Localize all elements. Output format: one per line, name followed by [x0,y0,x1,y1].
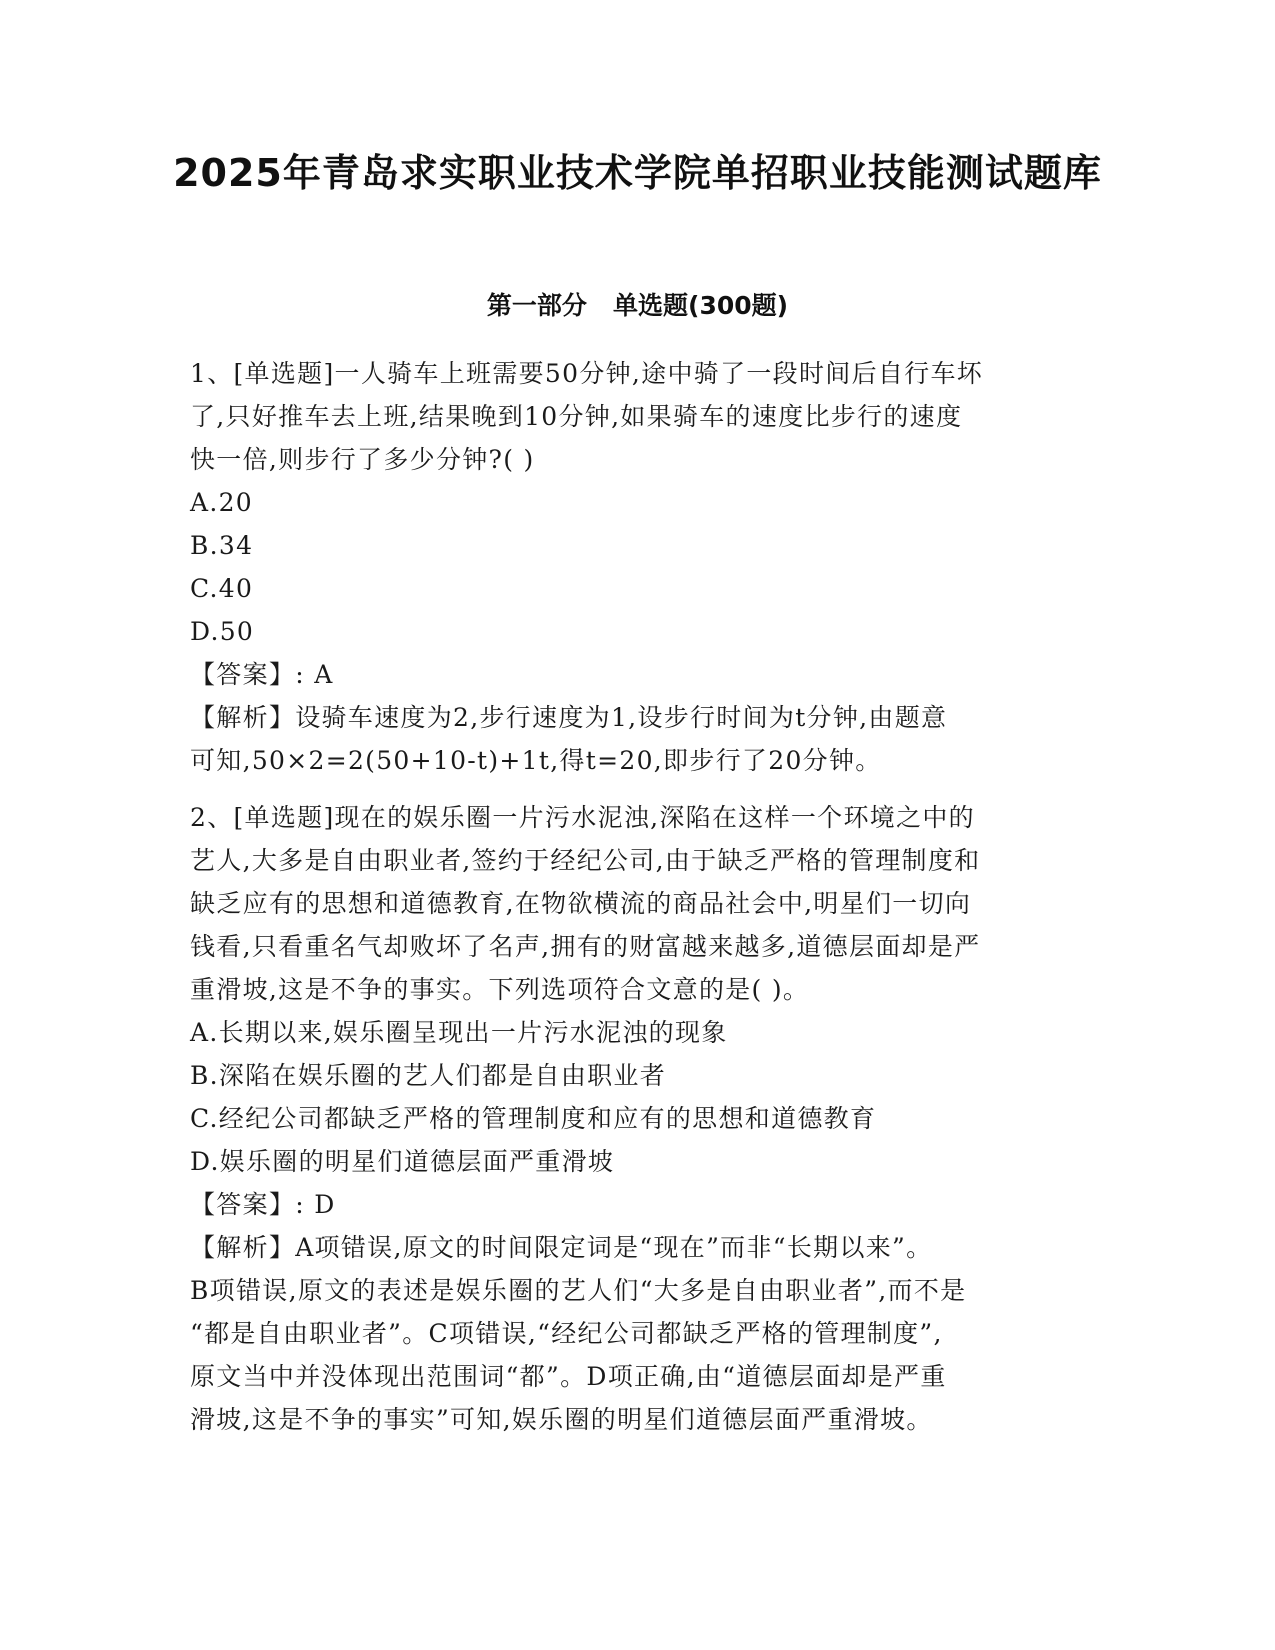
answer-value: A [314,660,334,689]
document-title: 2025年青岛求实职业技术学院单招职业技能测试题库 [173,151,1102,195]
answer-line [190,1183,1080,1226]
answer-label: 【答案】 [190,1190,296,1219]
analysis-line: 原文当中并没体现出范围词“都”。D项正确,由“道德层面却是严重 [190,1362,947,1391]
option-a: A.长期以来,娱乐圈呈现出一片污水泥浊的现象 [190,1018,728,1047]
question-stem-line: 钱看,只看重名气却败坏了名声,拥有的财富越来越多,道德层面却是严 [190,932,981,961]
option-a: A.20 [190,488,254,517]
question-list [190,352,1080,1441]
analysis-line: “都是自由职业者”。C项错误,“经纪公司都缺乏严格的管理制度”, [190,1319,943,1348]
analysis-label: 【解析】 [190,703,296,732]
option-d: D.50 [190,617,255,646]
analysis-text: 设骑车速度为2,步行速度为1,设步行时间为t分钟,由题意 [295,703,948,732]
answer-value: D [314,1190,336,1219]
answer-label: 【答案】 [190,660,296,689]
analysis-label: 【解析】 [190,1233,296,1262]
analysis-line [190,1226,1080,1269]
analysis-line: 滑坡,这是不争的事实”可知,娱乐圈的明星们道德层面严重滑坡。 [190,1405,933,1434]
question-stem-line: 缺乏应有的思想和道德教育,在物欲横流的商品社会中,明星们一切向 [190,889,972,918]
analysis-line [190,696,1080,739]
question-stem-line: 了,只好推车去上班,结果晚到10分钟,如果骑车的速度比步行的速度 [190,402,963,431]
analysis-line: B项错误,原文的表述是娱乐圈的艺人们“大多是自由职业者”,而不是 [190,1276,967,1305]
question-stem-line: 1、[单选题]一人骑车上班需要50分钟,途中骑了一段时间后自行车坏 [190,359,984,388]
option-b: B.深陷在娱乐圈的艺人们都是自由职业者 [190,1061,667,1090]
option-c: C.经纪公司都缺乏严格的管理制度和应有的思想和道德教育 [190,1104,877,1133]
answer-separator: : [295,1190,305,1219]
option-d: D.娱乐圈的明星们道德层面严重滑坡 [190,1147,615,1176]
section-title: 第一部分 单选题(300题) [486,291,789,320]
question-stem-line: 艺人,大多是自由职业者,签约于经纪公司,由于缺乏严格的管理制度和 [190,846,981,875]
answer-separator: : [295,660,305,689]
option-b: B.34 [190,531,254,560]
option-c: C.40 [190,574,254,603]
answer-line [190,653,1080,696]
question-1 [190,352,1080,782]
question-stem-line: 快一倍,则步行了多少分钟?( ) [190,445,535,474]
question-2 [190,796,1080,1441]
question-stem-line: 重滑坡,这是不争的事实。下列选项符合文意的是( )。 [190,975,810,1004]
analysis-text: A项错误,原文的时间限定词是“现在”而非“长期以来”。 [295,1233,933,1262]
question-stem-line: 2、[单选题]现在的娱乐圈一片污水泥浊,深陷在这样一个环境之中的 [190,803,975,832]
analysis-line: 可知,50×2=2(50+10-t)+1t,得t=20,即步行了20分钟。 [190,746,882,775]
